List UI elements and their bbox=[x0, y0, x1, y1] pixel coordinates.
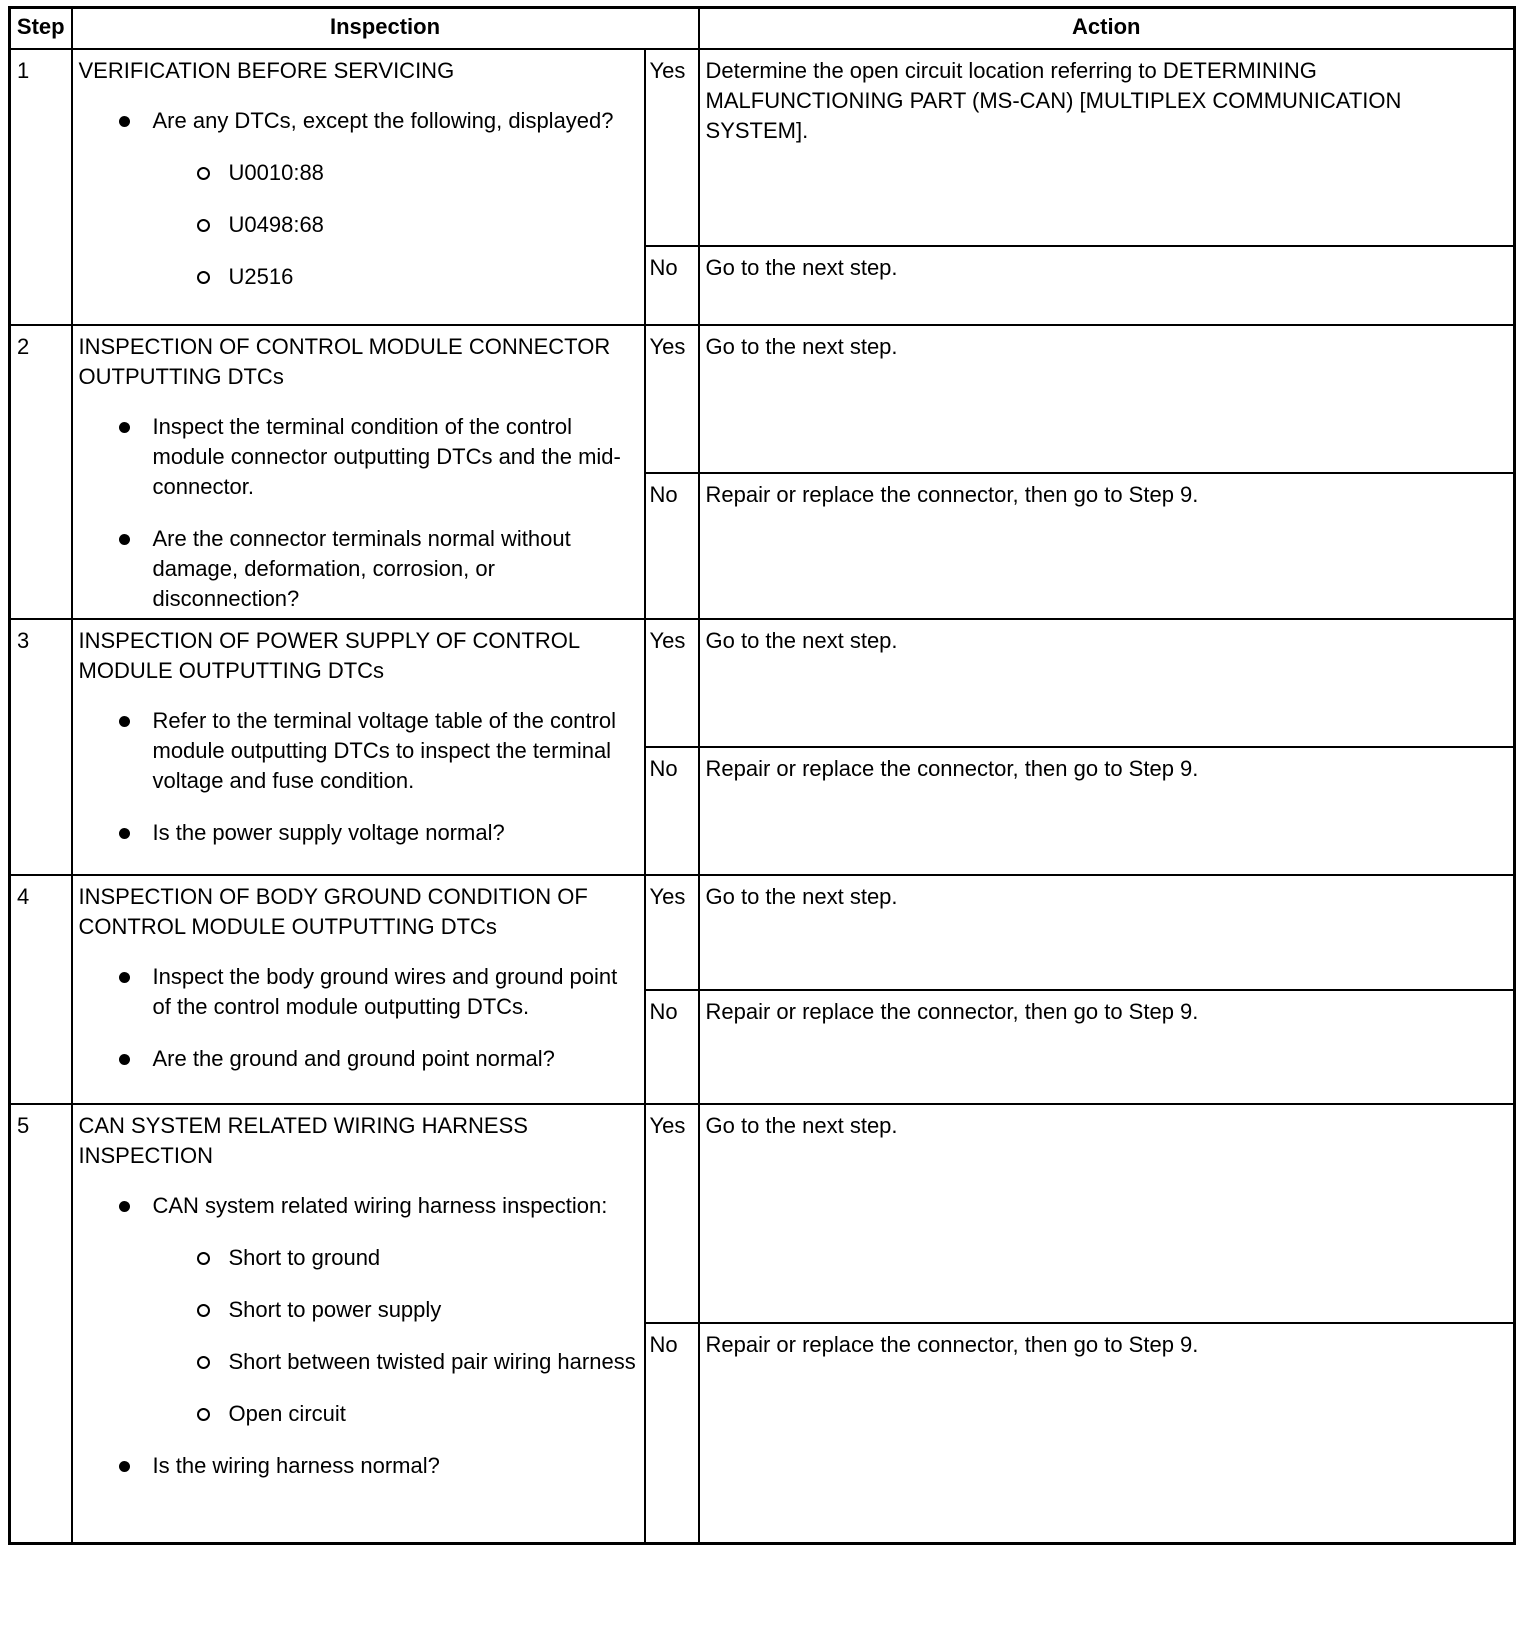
inspection-sub-text: U0010:88 bbox=[228, 160, 324, 185]
inspection-bullet-text: Inspect the body ground wires and ground point of the control module outputting DTCs. bbox=[152, 964, 618, 1019]
inspection-sub-text: Short to ground bbox=[228, 1245, 381, 1270]
inspection-bullet-text: Are the ground and ground point normal? bbox=[152, 1046, 555, 1071]
inspection-bullet-text: Are any DTCs, except the following, displayed? bbox=[152, 108, 614, 133]
inspection-column-header: Inspection bbox=[72, 8, 699, 50]
step-number: 5 bbox=[10, 1104, 72, 1543]
inspection-sub-item bbox=[229, 210, 638, 240]
inspection-bullet-text: Is the power supply voltage normal? bbox=[152, 820, 505, 845]
inspection-bullet bbox=[151, 524, 638, 614]
result-no-label: No bbox=[645, 246, 699, 325]
action-no-text: Repair or replace the connector, then go to Step 9. bbox=[699, 990, 1515, 1104]
hollow-bullet-icon bbox=[197, 1252, 210, 1265]
inspection-cell bbox=[72, 619, 645, 875]
table-row bbox=[10, 49, 1515, 246]
action-no-text: Repair or replace the connector, then go to Step 9. bbox=[699, 473, 1515, 619]
inspection-bullet-list bbox=[79, 1191, 638, 1481]
action-yes-text: Go to the next step. bbox=[699, 875, 1515, 990]
hollow-bullet-icon bbox=[197, 1356, 210, 1369]
action-column-header: Action bbox=[699, 8, 1515, 50]
inspection-sub-text: Short to power supply bbox=[228, 1297, 442, 1322]
inspection-bullet bbox=[151, 412, 638, 502]
inspection-sub-item bbox=[229, 158, 638, 188]
action-yes-text: Go to the next step. bbox=[699, 619, 1515, 747]
result-yes-label: Yes bbox=[645, 49, 699, 246]
result-yes-label: Yes bbox=[645, 875, 699, 990]
action-yes-text: Go to the next step. bbox=[699, 1104, 1515, 1323]
step-number: 4 bbox=[10, 875, 72, 1104]
table-row bbox=[10, 325, 1515, 473]
inspection-bullet-text: Are the connector terminals normal without damage, deformation, corrosion, or disconnection? bbox=[152, 526, 571, 611]
action-yes-text: Determine the open circuit location referring to DETERMINING MALFUNCTIONING PART (MS-CAN) [MULTIPLEX COMMUNICATION SYSTEM]. bbox=[699, 49, 1515, 246]
inspection-bullet bbox=[151, 962, 638, 1022]
inspection-cell bbox=[72, 1104, 645, 1543]
step-number: 3 bbox=[10, 619, 72, 875]
step-column-header: Step bbox=[10, 8, 72, 50]
table-row bbox=[10, 875, 1515, 990]
bullet-dot-icon bbox=[119, 1054, 130, 1065]
inspection-sub-list bbox=[153, 158, 638, 292]
inspection-sub-text: Open circuit bbox=[228, 1401, 346, 1426]
result-yes-label: Yes bbox=[645, 325, 699, 473]
inspection-sub-text: Short between twisted pair wiring harness bbox=[228, 1349, 636, 1374]
inspection-bullet-list bbox=[79, 962, 638, 1074]
action-no-text: Go to the next step. bbox=[699, 246, 1515, 325]
inspection-bullet-text: Inspect the terminal condition of the control module connector outputting DTCs and the mid-connector. bbox=[152, 414, 621, 499]
hollow-bullet-icon bbox=[197, 1304, 210, 1317]
bullet-dot-icon bbox=[119, 116, 130, 127]
inspection-sub-item bbox=[229, 1243, 638, 1273]
inspection-sub-item bbox=[229, 1295, 638, 1325]
bullet-dot-icon bbox=[119, 972, 130, 983]
bullet-dot-icon bbox=[119, 422, 130, 433]
inspection-cell bbox=[72, 49, 645, 325]
inspection-sub-list bbox=[153, 1243, 638, 1429]
table-header-row bbox=[10, 8, 1515, 50]
hollow-bullet-icon bbox=[197, 219, 210, 232]
inspection-bullet bbox=[151, 106, 638, 292]
table-row bbox=[10, 1104, 1515, 1323]
inspection-bullet-text: Refer to the terminal voltage table of the control module outputting DTCs to inspect the terminal voltage and fuse condition. bbox=[152, 708, 616, 793]
inspection-bullet-list bbox=[79, 106, 638, 292]
bullet-dot-icon bbox=[119, 1201, 130, 1212]
inspection-bullet bbox=[151, 818, 638, 848]
bullet-dot-icon bbox=[119, 1461, 130, 1472]
inspection-sub-item bbox=[229, 262, 638, 292]
action-no-text: Repair or replace the connector, then go to Step 9. bbox=[699, 747, 1515, 875]
inspection-bullet bbox=[151, 706, 638, 796]
bullet-dot-icon bbox=[119, 716, 130, 727]
troubleshooting-table bbox=[8, 6, 1516, 1545]
inspection-sub-item bbox=[229, 1347, 638, 1377]
result-no-label: No bbox=[645, 1323, 699, 1543]
result-yes-label: Yes bbox=[645, 1104, 699, 1323]
hollow-bullet-icon bbox=[197, 167, 210, 180]
result-yes-label: Yes bbox=[645, 619, 699, 747]
hollow-bullet-icon bbox=[197, 1408, 210, 1421]
result-no-label: No bbox=[645, 990, 699, 1104]
table-row bbox=[10, 619, 1515, 747]
inspection-title: INSPECTION OF POWER SUPPLY OF CONTROL MODULE OUTPUTTING DTCs bbox=[78, 628, 580, 683]
bullet-dot-icon bbox=[119, 828, 130, 839]
inspection-bullet bbox=[151, 1191, 638, 1429]
inspection-title: INSPECTION OF CONTROL MODULE CONNECTOR OUTPUTTING DTCs bbox=[78, 334, 611, 389]
step-number: 1 bbox=[10, 49, 72, 325]
inspection-bullet-text: Is the wiring harness normal? bbox=[152, 1453, 440, 1478]
inspection-sub-item bbox=[229, 1399, 638, 1429]
hollow-bullet-icon bbox=[197, 271, 210, 284]
inspection-cell bbox=[72, 875, 645, 1104]
table-body bbox=[10, 49, 1515, 1543]
inspection-title: INSPECTION OF BODY GROUND CONDITION OF CONTROL MODULE OUTPUTTING DTCs bbox=[78, 884, 588, 939]
inspection-bullet-list bbox=[79, 706, 638, 848]
inspection-bullet-list bbox=[79, 412, 638, 614]
result-no-label: No bbox=[645, 473, 699, 619]
inspection-bullet bbox=[151, 1044, 638, 1074]
result-no-label: No bbox=[645, 747, 699, 875]
inspection-sub-text: U2516 bbox=[228, 264, 294, 289]
step-number: 2 bbox=[10, 325, 72, 619]
bullet-dot-icon bbox=[119, 534, 130, 545]
inspection-bullet bbox=[151, 1451, 638, 1481]
inspection-sub-text: U0498:68 bbox=[228, 212, 324, 237]
action-no-text: Repair or replace the connector, then go to Step 9. bbox=[699, 1323, 1515, 1543]
inspection-title: VERIFICATION BEFORE SERVICING bbox=[78, 58, 455, 83]
troubleshooting-page bbox=[8, 6, 1513, 1545]
action-yes-text: Go to the next step. bbox=[699, 325, 1515, 473]
inspection-cell bbox=[72, 325, 645, 619]
inspection-bullet-text: CAN system related wiring harness inspection: bbox=[152, 1193, 608, 1218]
inspection-title: CAN SYSTEM RELATED WIRING HARNESS INSPECTION bbox=[78, 1113, 528, 1168]
